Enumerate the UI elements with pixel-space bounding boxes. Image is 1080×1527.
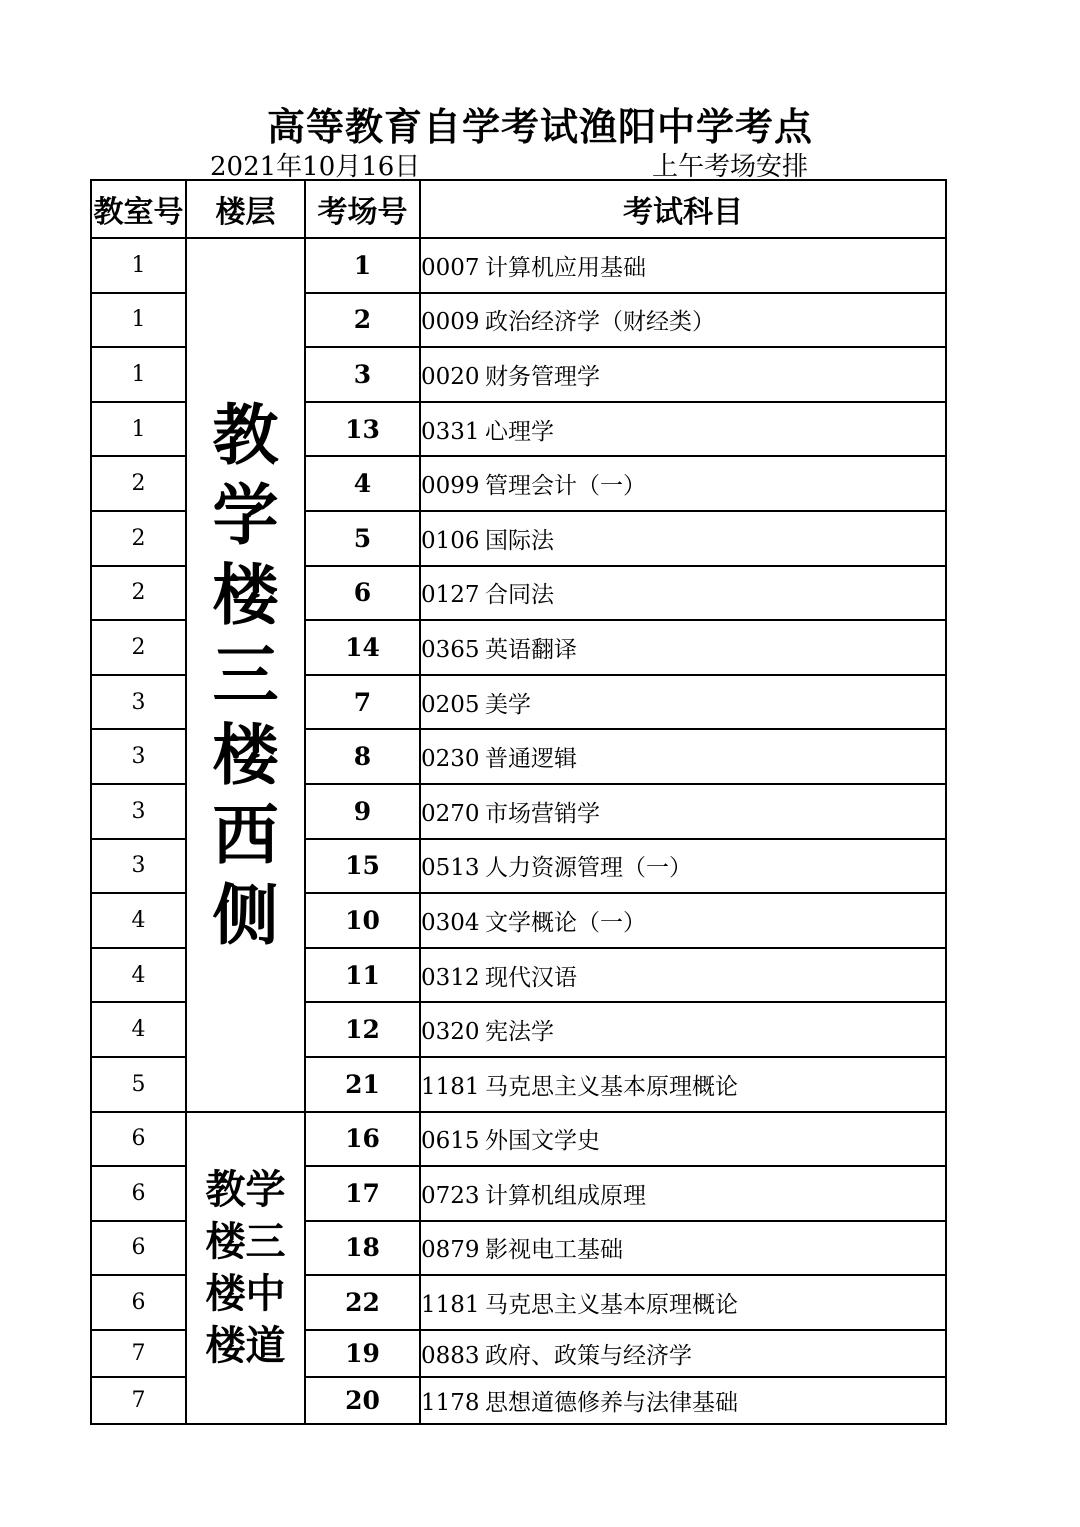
- table-body: [91, 238, 946, 1424]
- subject-code: 0230: [421, 746, 480, 773]
- exam-subject: [420, 1221, 946, 1276]
- exam-room-number: 6: [305, 566, 420, 621]
- subject-name: 政府、政策与经济学: [485, 1342, 692, 1369]
- subject-code: 0270: [421, 800, 480, 827]
- subject-name: 心理学: [485, 418, 554, 445]
- floor-label-line: 楼中: [205, 1269, 286, 1317]
- exam-subject: [420, 784, 946, 839]
- table-row: [91, 1112, 946, 1167]
- table-row: [91, 238, 946, 293]
- subject-name: 政治经济学（财经类）: [485, 309, 715, 336]
- subject-code: 0106: [421, 527, 480, 554]
- page-title: 高等教育自学考试渔阳中学考点: [266, 104, 813, 149]
- exam-subject: [420, 456, 946, 511]
- subject-name: 财务管理学: [485, 363, 600, 390]
- exam-date: 2021年10月16日: [210, 152, 421, 182]
- classroom-number: 1: [91, 238, 186, 293]
- exam-room-number: 4: [305, 456, 420, 511]
- exam-subject: [420, 1275, 946, 1330]
- classroom-number: 4: [91, 893, 186, 948]
- floor-label-middle: [186, 1112, 305, 1424]
- subject-name: 思想道德修养与法律基础: [485, 1389, 738, 1416]
- subject-code: 0513: [421, 855, 480, 882]
- exam-room-number: 17: [305, 1166, 420, 1221]
- classroom-number: 6: [91, 1112, 186, 1167]
- floor-label-line: 楼三: [205, 1217, 286, 1265]
- classroom-number: 3: [91, 675, 186, 730]
- classroom-number: 1: [91, 293, 186, 348]
- exam-subject: [420, 566, 946, 621]
- floor-label-line: 教学: [205, 1165, 286, 1213]
- exam-schedule-table: [90, 179, 947, 1425]
- subject-code: 0365: [421, 636, 480, 663]
- floor-label-char: 侧: [212, 875, 279, 954]
- column-header-subject: 考试科目: [420, 180, 946, 238]
- exam-room-number: 8: [305, 729, 420, 784]
- subject-code: 0205: [421, 691, 480, 718]
- exam-subject: [420, 511, 946, 566]
- subject-code: 0883: [421, 1342, 480, 1369]
- column-header-room: 考场号: [305, 180, 420, 238]
- subject-name: 市场营销学: [485, 800, 600, 827]
- subject-name: 文学概论（一）: [485, 909, 646, 936]
- classroom-number: 2: [91, 511, 186, 566]
- exam-room-number: 2: [305, 293, 420, 348]
- session-label: 上午考场安排: [652, 152, 809, 182]
- exam-room-number: 13: [305, 402, 420, 457]
- exam-room-number: 21: [305, 1057, 420, 1112]
- classroom-number: 5: [91, 1057, 186, 1112]
- exam-room-number: 3: [305, 347, 420, 402]
- subject-code: 1178: [421, 1389, 480, 1416]
- subject-code: 0312: [421, 964, 480, 991]
- classroom-number: 2: [91, 456, 186, 511]
- subject-name: 外国文学史: [485, 1128, 600, 1155]
- subject-name: 人力资源管理（一）: [485, 855, 692, 882]
- subject-name: 宪法学: [485, 1019, 554, 1046]
- exam-subject: [420, 893, 946, 948]
- subject-code: 0020: [421, 363, 480, 390]
- subject-code: 0007: [421, 254, 480, 281]
- subject-code: 0615: [421, 1128, 480, 1155]
- exam-subject: [420, 1057, 946, 1112]
- subject-code: 1181: [421, 1292, 480, 1319]
- classroom-number: 4: [91, 948, 186, 1003]
- subject-code: 0099: [421, 473, 480, 500]
- subject-code: 0320: [421, 1019, 480, 1046]
- exam-subject: [420, 293, 946, 348]
- exam-subject: [420, 675, 946, 730]
- exam-subject: [420, 620, 946, 675]
- floor-label-west: [186, 238, 305, 1112]
- subject-name: 英语翻译: [485, 636, 577, 663]
- subject-code: 0331: [421, 418, 480, 445]
- subject-code: 0879: [421, 1237, 480, 1264]
- classroom-number: 6: [91, 1166, 186, 1221]
- classroom-number: 3: [91, 839, 186, 894]
- subject-name: 马克思主义基本原理概论: [485, 1073, 738, 1100]
- floor-label-char: 楼: [212, 555, 279, 634]
- classroom-number: 1: [91, 347, 186, 402]
- table-header-row: [91, 180, 946, 238]
- subject-name: 计算机组成原理: [485, 1182, 646, 1209]
- classroom-number: 6: [91, 1221, 186, 1276]
- subject-name: 现代汉语: [485, 964, 577, 991]
- floor-label-char: 三: [212, 635, 279, 714]
- subject-code: 0009: [421, 309, 480, 336]
- subject-name: 美学: [485, 691, 531, 718]
- exam-room-number: 14: [305, 620, 420, 675]
- exam-room-number: 20: [305, 1377, 420, 1424]
- floor-label-char: 西: [212, 795, 279, 874]
- subject-code: 0304: [421, 909, 480, 936]
- classroom-number: 3: [91, 729, 186, 784]
- classroom-number: 7: [91, 1377, 186, 1424]
- exam-room-number: 22: [305, 1275, 420, 1330]
- floor-label-char: 学: [212, 475, 279, 554]
- classroom-number: 2: [91, 566, 186, 621]
- classroom-number: 2: [91, 620, 186, 675]
- subject-name: 计算机应用基础: [485, 254, 646, 281]
- exam-subject: [420, 238, 946, 293]
- exam-subject: [420, 1330, 946, 1377]
- exam-room-number: 7: [305, 675, 420, 730]
- exam-subject: [420, 347, 946, 402]
- exam-room-number: 1: [305, 238, 420, 293]
- column-header-floor: 楼层: [186, 180, 305, 238]
- exam-subject: [420, 1166, 946, 1221]
- floor-label-char: 楼: [212, 715, 279, 794]
- exam-subject: [420, 1377, 946, 1424]
- subject-name: 管理会计（一）: [485, 473, 646, 500]
- subject-name: 普通逻辑: [485, 746, 577, 773]
- exam-subject: [420, 729, 946, 784]
- exam-room-number: 5: [305, 511, 420, 566]
- exam-room-number: 10: [305, 893, 420, 948]
- subject-code: 0127: [421, 582, 480, 609]
- exam-room-number: 16: [305, 1112, 420, 1167]
- exam-room-number: 9: [305, 784, 420, 839]
- classroom-number: 6: [91, 1275, 186, 1330]
- exam-subject: [420, 402, 946, 457]
- subject-name: 影视电工基础: [485, 1237, 623, 1264]
- classroom-number: 3: [91, 784, 186, 839]
- classroom-number: 7: [91, 1330, 186, 1377]
- classroom-number: 4: [91, 1002, 186, 1057]
- exam-room-number: 12: [305, 1002, 420, 1057]
- exam-room-number: 18: [305, 1221, 420, 1276]
- exam-subject: [420, 1112, 946, 1167]
- floor-label-char: 教: [212, 395, 279, 474]
- exam-subject: [420, 839, 946, 894]
- classroom-number: 1: [91, 402, 186, 457]
- subject-code: 0723: [421, 1182, 480, 1209]
- subject-name: 合同法: [485, 582, 554, 609]
- exam-room-number: 11: [305, 948, 420, 1003]
- exam-subject: [420, 948, 946, 1003]
- floor-label-line: 楼道: [205, 1321, 286, 1369]
- exam-room-number: 15: [305, 839, 420, 894]
- exam-subject: [420, 1002, 946, 1057]
- column-header-classroom: 教室号: [91, 180, 186, 238]
- subject-name: 国际法: [485, 527, 554, 554]
- exam-room-number: 19: [305, 1330, 420, 1377]
- subject-name: 马克思主义基本原理概论: [485, 1292, 738, 1319]
- subject-code: 1181: [421, 1073, 480, 1100]
